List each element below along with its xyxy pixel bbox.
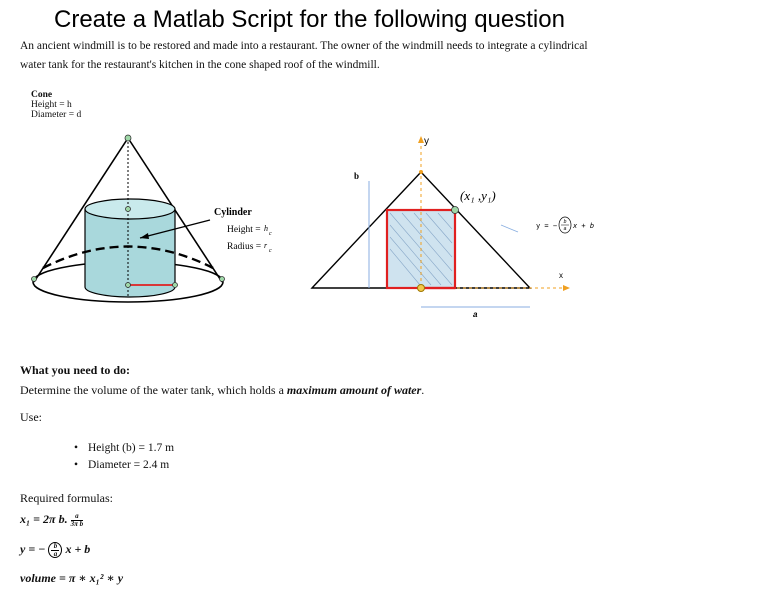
intro-line-1: An ancient windmill is to be restored and made into a restaurant. The owner of the windmill needs to integrate a cylindrical	[20, 40, 588, 52]
line-eq-den: a	[563, 226, 567, 232]
cylinder-label-height: Height =	[227, 225, 261, 235]
cone-label-height: Height = h	[31, 100, 72, 110]
formula-x1-fraction	[71, 513, 84, 528]
cylinder-h-sub: c	[269, 231, 272, 237]
cylinder-label-title: Cylinder	[214, 207, 252, 218]
formula-y-right: x + b	[65, 542, 91, 556]
cone-label	[31, 90, 81, 120]
formula-y-left: y = −	[20, 542, 46, 556]
formula-x1	[20, 512, 83, 528]
task-description	[20, 383, 424, 398]
given-diameter: • Diameter = 2.4 m	[88, 457, 174, 474]
cylinder-r-sym: r	[264, 241, 268, 250]
a-label: a	[473, 310, 478, 319]
cone-label-diameter: Diameter = d	[31, 110, 82, 120]
cone-figure	[32, 135, 225, 302]
formula-x1-num: a	[71, 513, 84, 521]
task-desc-prefix: Determine the volume of the water tank, which holds a	[20, 383, 287, 397]
page-title: Create a Matlab Script for the following question	[54, 6, 565, 33]
formula-x1-den: 3π b	[70, 519, 84, 528]
formula-y-fraction	[48, 542, 62, 558]
line-eq-left: y = −	[536, 222, 558, 230]
cone-label-title: Cone	[31, 90, 53, 100]
formula-x1-left: x₁ = 2π b.	[20, 512, 68, 526]
use-label: Use:	[20, 410, 42, 424]
b-label: b	[354, 171, 360, 181]
line-eq-num: b	[563, 219, 567, 225]
cone-apex-point	[125, 135, 131, 141]
cylinder-label-radius: Radius =	[227, 242, 262, 252]
required-formulas-label: Required formulas:	[20, 491, 113, 505]
x-axis-label: x	[559, 271, 563, 280]
corner-point	[452, 207, 459, 214]
y-axis-label: y	[424, 136, 429, 147]
cylinder-h-sym: h	[264, 224, 268, 233]
formula-y-num: b	[51, 543, 59, 551]
windmill-diagram	[0, 125, 779, 340]
given-height: • Height (b) = 1.7 m	[88, 440, 174, 457]
intro-line-2: water tank for the restaurant's kitchen in the cone shaped roof of the windmill.	[20, 59, 380, 71]
given-values-list	[88, 440, 174, 474]
task-desc-suffix: .	[421, 383, 425, 397]
formula-volume: volume = π ∗ x₁² ∗ y	[20, 571, 124, 585]
formula-y-den: a	[53, 550, 58, 559]
formula-y	[20, 542, 90, 558]
cylinder-r-sub: c	[269, 248, 272, 254]
point-label: (x₁ ,y₁)	[460, 188, 496, 203]
cylinder-bottom	[85, 287, 175, 297]
origin-point	[418, 285, 425, 292]
cross-section-figure	[312, 136, 570, 307]
task-heading: What you need to do:	[20, 363, 131, 377]
line-eq-right: x + b	[573, 222, 595, 230]
cylinder-label	[214, 207, 272, 254]
task-desc-emphasis: maximum amount of water	[286, 383, 422, 397]
